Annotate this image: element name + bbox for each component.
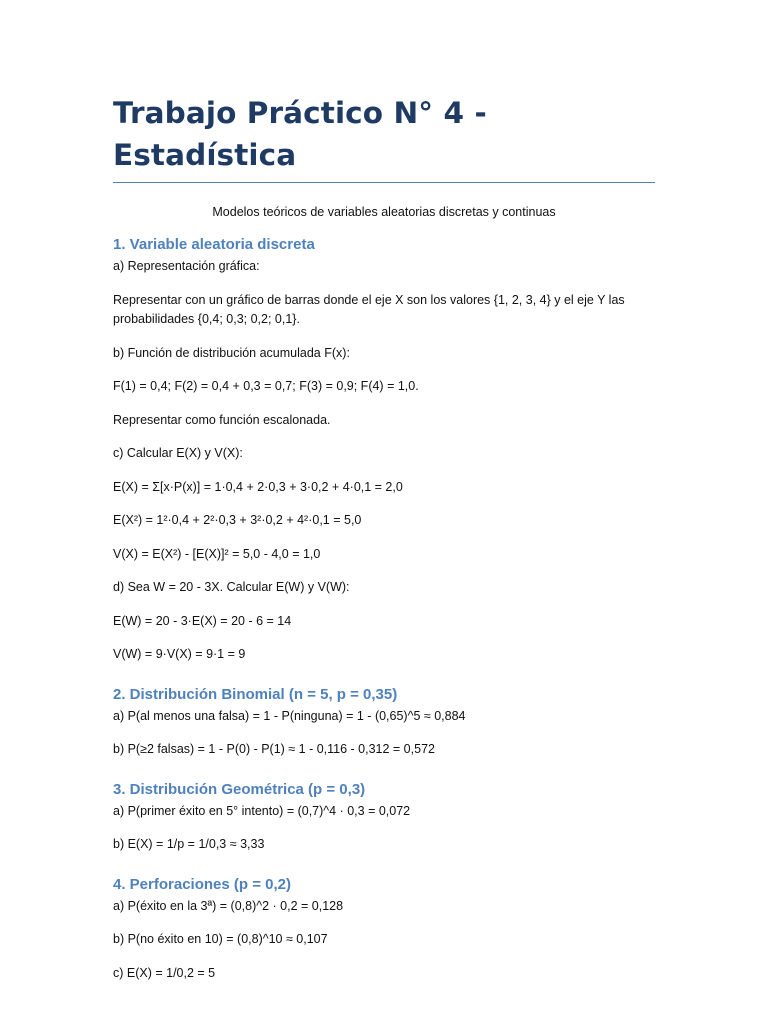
- section-1-b-label: b) Función de distribución acumulada F(x):: [113, 345, 350, 360]
- section-1-c-label: c) Calcular E(X) y V(X):: [113, 446, 243, 460]
- section-1-b-note: Representar como función escalonada.: [113, 412, 331, 427]
- section-1-a-text: Representar con un gráfico de barras donde el eje X son los valores {1, 2, 3, 4} y el eje Y las probabilidades {0,4; 0,3; 0,2; 0,1}.: [113, 292, 625, 326]
- section-1-d-variance: V(W) = 9·V(X) = 9·1 = 9: [113, 647, 246, 661]
- section-1-d-expectation: E(W) = 20 - 3·E(X) = 20 - 6 = 14: [113, 613, 292, 628]
- section-1-d-label: d) Sea W = 20 - 3X. Calcular E(W) y V(W):: [113, 580, 350, 594]
- section-4-b: b) P(no éxito en 10) = (0,8)^10 ≈ 0,107: [113, 932, 328, 946]
- section-1-c-second-moment: E(X²) = 1²·0,4 + 2²·0,3 + 3²·0,2 + 4²·0,1 = 5,0: [113, 513, 362, 527]
- page-title: Trabajo Práctico N° 4 - Estadística: [113, 96, 487, 172]
- section-2-a: a) P(al menos una falsa) = 1 - P(ninguna) = 1 - (0,65)^5 ≈ 0,884: [113, 708, 466, 723]
- section-1-a-label: a) Representación gráfica:: [113, 259, 260, 273]
- title-divider: [113, 182, 655, 183]
- section-2-b: b) P(≥2 falsas) = 1 - P(0) - P(1) ≈ 1 - 0,116 - 0,312 = 0,572: [113, 742, 435, 756]
- section-1-c-variance: V(X) = E(X²) - [E(X)]² = 5,0 - 4,0 = 1,0: [113, 546, 321, 561]
- section-2-heading: 2. Distribución Binomial (n = 5, p = 0,35): [113, 685, 398, 703]
- document-subtitle: Modelos teóricos de variables aleatorias discretas y continuas: [212, 205, 556, 219]
- section-3-a: a) P(primer éxito en 5° intento) = (0,7)^4 · 0,3 = 0,072: [113, 803, 411, 818]
- section-3-heading: 3. Distribución Geométrica (p = 0,3): [113, 780, 366, 798]
- document-page: [113, 92, 655, 983]
- section-3-b: b) E(X) = 1/p = 1/0,3 ≈ 3,33: [113, 837, 265, 851]
- section-4-c: c) E(X) = 1/0,2 = 5: [113, 965, 216, 980]
- section-1-c-expectation: E(X) = Σ[x·P(x)] = 1·0,4 + 2·0,3 + 3·0,2 + 4·0,1 = 2,0: [113, 479, 403, 494]
- section-1-heading: 1. Variable aleatoria discreta: [113, 236, 315, 253]
- section-1-b-values: F(1) = 0,4; F(2) = 0,4 + 0,3 = 0,7; F(3) = 0,9; F(4) = 1,0.: [113, 379, 419, 393]
- section-4-a: a) P(éxito en la 3ª) = (0,8)^2 · 0,2 = 0,128: [113, 898, 344, 913]
- section-4-heading: 4. Perforaciones (p = 0,2): [113, 875, 291, 893]
